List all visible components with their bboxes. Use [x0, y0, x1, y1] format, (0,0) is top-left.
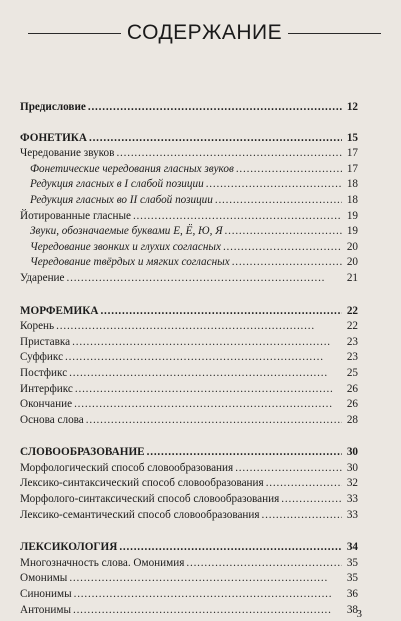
toc-entry-row[interactable]: [20, 319, 358, 335]
toc-entry-label: Морфолого-синтаксический способ словообразования: [20, 493, 280, 506]
toc-entry-label: Постфикс: [20, 366, 68, 379]
toc-entry-label: ФОНЕТИКА: [20, 131, 87, 144]
toc-entry-row[interactable]: [20, 162, 358, 178]
toc-entry-label: Ударение: [20, 271, 65, 284]
toc-entry-label: Йотированные гласные: [20, 209, 131, 222]
dot-leader: [74, 587, 342, 603]
toc-entry-label: Фонетические чередования гласных звуков: [30, 162, 234, 175]
toc-entry-label: Редукция гласных в I слабой позиции: [30, 178, 204, 191]
header-rule-right: [288, 33, 381, 34]
toc-page-number: 32: [346, 477, 358, 490]
toc-entry-label: МОРФЕМИКА: [20, 304, 99, 317]
toc-page-number: 18: [346, 193, 358, 206]
toc-page-number: 23: [346, 351, 358, 364]
dot-leader: [266, 476, 342, 492]
toc-page-number: 20: [346, 240, 358, 253]
dot-leader: [119, 540, 342, 556]
dot-leader: [281, 492, 342, 508]
toc-entry-row[interactable]: [20, 366, 358, 382]
section-gap: [20, 428, 358, 445]
toc-entry-label: Омонимы: [20, 572, 68, 585]
table-of-contents: [20, 100, 358, 618]
dot-leader: [133, 209, 342, 225]
toc-entry-row[interactable]: [20, 382, 358, 398]
toc-page-number: 26: [346, 382, 358, 395]
toc-section-row[interactable]: [20, 540, 358, 556]
dot-leader: [225, 224, 342, 240]
toc-page-number: 35: [346, 572, 358, 585]
toc-page-number: 28: [346, 413, 358, 426]
toc-page-number: 38: [346, 603, 358, 616]
toc-page-number: 34: [346, 541, 358, 554]
toc-entry-row[interactable]: [20, 587, 358, 603]
toc-page-number: 30: [346, 461, 358, 474]
dot-leader: [147, 445, 342, 461]
toc-page-number: 23: [346, 335, 358, 348]
toc-page-number: 33: [346, 508, 358, 521]
toc-entry-label: Звуки, обозначаемые буквами Е, Ё, Ю, Я: [30, 225, 223, 238]
dot-leader: [69, 366, 342, 382]
toc-entry-label: Чередование звонких и глухих согласных: [30, 240, 221, 253]
toc-entry-row[interactable]: [20, 335, 358, 351]
page-number: 3: [356, 608, 362, 620]
toc-page-number: 22: [346, 304, 358, 317]
dot-leader: [74, 397, 342, 413]
toc-entry-row[interactable]: [20, 209, 358, 225]
dot-leader: [67, 271, 342, 287]
dot-leader: [65, 350, 342, 366]
toc-entry-row[interactable]: [20, 350, 358, 366]
dot-leader: [215, 193, 342, 209]
toc-entry-row[interactable]: [20, 397, 358, 413]
dot-leader: [236, 162, 342, 178]
toc-page-number: 26: [346, 398, 358, 411]
toc-entry-label: Лексико-синтаксический способ словообразования: [20, 477, 264, 490]
toc-entry-label: Чередование звуков: [20, 147, 115, 160]
toc-entry-label: Окончание: [20, 398, 73, 411]
toc-entry-row[interactable]: [20, 603, 358, 619]
toc-entry-row[interactable]: [20, 556, 358, 572]
page-title: СОДЕРЖАНИЕ: [126, 21, 283, 44]
toc-entry-label: Антонимы: [20, 603, 71, 616]
toc-entry-label: Синонимы: [20, 588, 72, 601]
toc-entry-row[interactable]: [20, 413, 358, 429]
toc-entry-row[interactable]: [20, 461, 358, 477]
toc-entry-row[interactable]: [20, 146, 358, 162]
toc-page-number: 20: [346, 256, 358, 269]
dot-leader: [206, 177, 342, 193]
section-gap: [20, 116, 358, 131]
toc-entry-row[interactable]: [20, 271, 358, 287]
toc-page-number: 25: [346, 366, 358, 379]
toc-entry-row[interactable]: [20, 193, 358, 209]
toc-section-row[interactable]: [20, 445, 358, 461]
toc-entry-row[interactable]: [20, 100, 358, 116]
header-rule-left: [28, 33, 121, 34]
dot-leader: [69, 571, 342, 587]
toc-page-number: 19: [346, 209, 358, 222]
dot-leader: [86, 413, 342, 429]
toc-page-number: 22: [346, 320, 358, 333]
toc-entry-label: Суффикс: [20, 351, 64, 364]
toc-entry-label: Морфологический способ словообразования: [20, 461, 234, 474]
page-header: [0, 18, 401, 48]
toc-entry-label: Интерфикс: [20, 382, 73, 395]
toc-entry-label: Приставка: [20, 335, 71, 348]
dot-leader: [72, 335, 342, 351]
toc-entry-label: Многозначность слова. Омонимия: [20, 556, 185, 569]
toc-entry-label: Предисловие: [20, 101, 86, 113]
dot-leader: [223, 240, 342, 256]
toc-entry-row[interactable]: [20, 224, 358, 240]
toc-entry-label: Редукция гласных во II слабой позиции: [30, 193, 213, 206]
toc-entry-row[interactable]: [20, 240, 358, 256]
dot-leader: [73, 603, 342, 619]
toc-section-row[interactable]: [20, 304, 358, 320]
dot-leader: [89, 131, 342, 147]
dot-leader: [232, 255, 342, 271]
dot-leader: [235, 461, 342, 477]
toc-page-number: 17: [346, 147, 358, 160]
toc-page-number: 21: [346, 271, 358, 284]
section-gap: [20, 287, 358, 304]
toc-entry-row[interactable]: [20, 476, 358, 492]
section-gap: [20, 523, 358, 540]
toc-entry-label: Основа слова: [20, 413, 84, 426]
dot-leader: [186, 556, 342, 572]
dot-leader: [262, 508, 342, 524]
toc-page-number: 19: [346, 225, 358, 238]
toc-section-row[interactable]: [20, 131, 358, 147]
toc-entry-label: Лексико-семантический способ словообразования: [20, 508, 260, 521]
toc-entry-label: Корень: [20, 320, 55, 333]
toc-page-number: 35: [346, 556, 358, 569]
toc-entry-label: ЛЕКСИКОЛОГИЯ: [20, 541, 118, 554]
toc-entry-row[interactable]: [20, 508, 358, 524]
dot-leader: [100, 304, 342, 320]
toc-page-number: 30: [346, 446, 358, 459]
toc-entry-label: СЛОВООБРАЗОВАНИЕ: [20, 446, 145, 459]
dot-leader: [116, 146, 342, 162]
toc-page-number: 36: [346, 588, 358, 601]
toc-entry-label: Чередование твёрдых и мягких согласных: [30, 256, 230, 269]
dot-leader: [56, 319, 342, 335]
toc-entry-row[interactable]: [20, 255, 358, 271]
toc-page-number: 18: [346, 178, 358, 191]
toc-page-number: 12: [346, 101, 358, 113]
toc-entry-row[interactable]: [20, 492, 358, 508]
dot-leader: [88, 100, 342, 116]
dot-leader: [75, 382, 342, 398]
toc-entry-row[interactable]: [20, 571, 358, 587]
toc-page-number: 17: [346, 162, 358, 175]
toc-entry-row[interactable]: [20, 177, 358, 193]
toc-page-number: 33: [346, 493, 358, 506]
toc-page-number: 15: [346, 131, 358, 144]
